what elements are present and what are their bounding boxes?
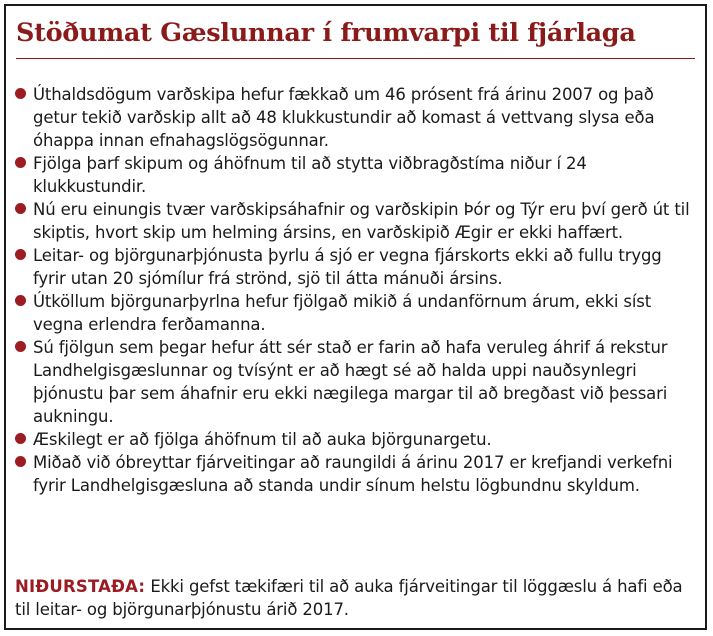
list-item [6, 290, 705, 336]
bullet-dot-icon [15, 456, 26, 467]
bullet-dot-icon [15, 203, 26, 214]
list-item-text: Nú eru einungis tvær varðskipsáhafnir og varðskipin Þór og Týr eru því gerð út til skiptis, hvort skip um helming ársins, en varðskipið Ægir er ekki haffært. [33, 200, 690, 242]
list-item [6, 451, 705, 497]
conclusion-text: Ekki gefst tækifæri til að auka fjárveitingar til löggæslu á hafi eða til leitar- og björgunarþjónustu árið 2017. [15, 577, 683, 619]
fact-box [4, 4, 707, 630]
list-item [6, 198, 705, 244]
bullet-dot-icon [15, 295, 26, 306]
bullet-dot-icon [15, 249, 26, 260]
page-title: Stöðumat Gæslunnar í frumvarpi til fjárlaga [16, 18, 636, 48]
list-item-text: Úthaldsdögum varðskipa hefur fækkað um 46 prósent frá árinu 2007 og það getur tekið varðskip allt að 48 klukkustundir að komast á vettvang slysa eða óhappa innan efnahagslögsögunnar. [33, 85, 655, 150]
list-item-text: Sú fjölgun sem þegar hefur átt sér stað er farin að hafa veruleg áhrif á rekstur Landhelgisgæslunnar og tvísýnt er að hægt sé að halda uppi nauðsynlegri þjónustu þar sem áhafnir eru ekki nægilega margar til að bregðast við þessari aukningu. [33, 338, 668, 426]
list-item-text: Útköllum björgunarþyrlna hefur fjölgað mikið á undanförnum árum, ekki síst vegna erlendra ferðamanna. [33, 292, 652, 334]
list-item [6, 152, 705, 198]
conclusion-label: NIÐURSTAÐA: [15, 577, 146, 596]
bullet-list [6, 83, 705, 497]
bullet-dot-icon [15, 157, 26, 168]
title-divider [16, 58, 695, 59]
list-item [6, 428, 705, 451]
list-item-text: Miðað við óbreyttar fjárveitingar að raungildi á árinu 2017 er krefjandi verkefni fyrir Landhelgisgæsluna að standa undir sínum helstu lögbundnu skyldum. [33, 453, 673, 495]
bullet-dot-icon [15, 341, 26, 352]
list-item [6, 336, 705, 428]
list-item-text: Leitar- og björgunarþjónusta þyrlu á sjó er vegna fjárskorts ekki að fullu trygg fyrir utan 20 sjómílur frá strönd, sjö til átta mánuði ársins. [33, 246, 662, 288]
list-item-text: Fjölga þarf skipum og áhöfnum til að stytta viðbragðstíma niður í 24 klukkustundir. [33, 154, 587, 196]
bullet-dot-icon [15, 433, 26, 444]
bullet-dot-icon [15, 88, 26, 99]
list-item-text: Æskilegt er að fjölga áhöfnum til að auka björgunargetu. [33, 430, 492, 449]
conclusion [15, 575, 695, 621]
list-item [6, 83, 705, 152]
list-item [6, 244, 705, 290]
